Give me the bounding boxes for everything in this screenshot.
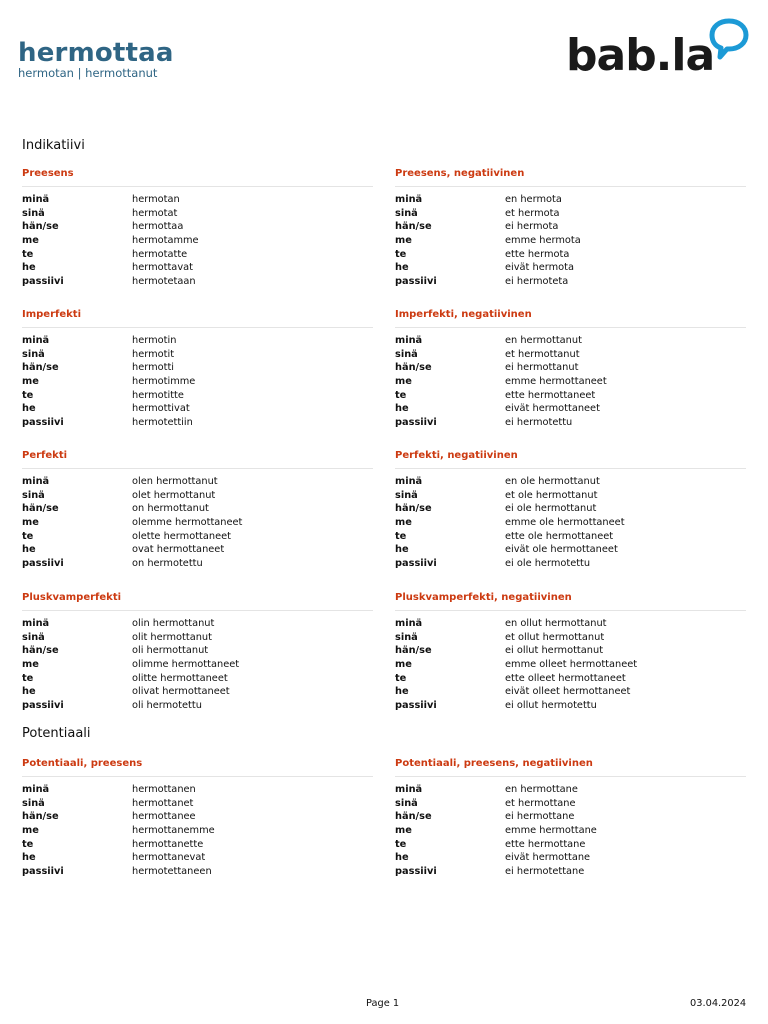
conjugation-row — [395, 851, 746, 865]
person-label: passiivi — [22, 700, 64, 712]
verb-form: en ole hermottanut — [505, 476, 600, 487]
person-label: passiivi — [395, 417, 437, 429]
section-heading: Potentiaali — [22, 726, 91, 741]
conjugation-row — [22, 248, 373, 262]
verb-form: hermottanen — [132, 784, 196, 795]
verb-form: eivät olleet hermottaneet — [505, 686, 631, 698]
conjugation-row — [395, 207, 746, 221]
person-label: me — [22, 659, 39, 671]
person-label: me — [22, 235, 39, 247]
conjugation-row — [395, 543, 746, 557]
person-label: passiivi — [22, 276, 64, 288]
person-label: hän/se — [395, 221, 432, 233]
verb-form: ei hermottanut — [505, 362, 579, 374]
conjugation-row — [22, 220, 373, 234]
tense-block — [22, 756, 373, 879]
conjugation-row — [395, 644, 746, 658]
person-label: he — [22, 852, 36, 864]
person-label: hän/se — [22, 645, 59, 657]
person-label: te — [22, 389, 34, 401]
person-label: hän/se — [22, 503, 59, 515]
verb-form: en hermottane — [505, 784, 578, 795]
person-label: he — [395, 403, 409, 415]
tense-title: Imperfekti — [22, 309, 82, 320]
verb-form: emme hermottane — [505, 825, 597, 837]
tense-title: Pluskvamperfekti — [22, 592, 122, 603]
conjugation-row — [395, 220, 746, 234]
divider — [22, 186, 373, 187]
verb-form: ovat hermottaneet — [132, 544, 225, 556]
verb-form: hermottanette — [132, 838, 204, 850]
person-label: me — [22, 376, 39, 388]
divider — [22, 468, 373, 469]
verb-form: ette hermottaneet — [505, 389, 596, 401]
divider — [395, 776, 746, 777]
divider — [395, 610, 746, 611]
verb-form: ei hermota — [505, 221, 559, 233]
tense-title: Perfekti — [22, 450, 68, 461]
conjugation-row — [22, 617, 373, 631]
verb-form: hermotit — [132, 348, 175, 360]
conjugation-row — [22, 530, 373, 544]
conjugation-row — [22, 699, 373, 713]
person-label: passiivi — [22, 866, 64, 878]
person-label: hän/se — [22, 221, 59, 233]
conjugation-row — [22, 783, 373, 797]
verb-form: hermottanevat — [132, 852, 206, 864]
person-label: minä — [395, 476, 423, 487]
person-label: passiivi — [395, 700, 437, 712]
person-label: passiivi — [22, 558, 64, 570]
conjugation-row — [395, 334, 746, 348]
conjugation-row — [395, 361, 746, 375]
verb-form: olin hermottanut — [132, 618, 215, 629]
person-label: sinä — [22, 489, 45, 501]
verb-form: hermotimme — [132, 376, 196, 388]
verb-form: hermottanee — [132, 811, 196, 823]
person-label: sinä — [395, 631, 418, 643]
conjugation-row — [22, 207, 373, 221]
conjugation-row — [22, 416, 373, 430]
conjugation-row — [395, 658, 746, 672]
verb-form: olet hermottanut — [132, 489, 216, 501]
verb-form: eivät hermottaneet — [505, 403, 600, 415]
conjugation-row — [395, 389, 746, 403]
conjugation-row — [22, 851, 373, 865]
conjugation-row — [22, 797, 373, 811]
verb-form: olen hermottanut — [132, 476, 218, 487]
tense-title: Potentiaali, preesens — [22, 758, 143, 769]
conjugation-row — [22, 234, 373, 248]
verb-form: olemme hermottaneet — [132, 517, 243, 529]
conjugation-row — [22, 644, 373, 658]
person-label: he — [22, 262, 36, 274]
person-label: minä — [395, 335, 423, 346]
conjugation-row — [22, 838, 373, 852]
person-label: te — [395, 389, 407, 401]
person-label: te — [395, 838, 407, 850]
verb-form: eivät hermottane — [505, 852, 591, 864]
tense-title: Pluskvamperfekti, negatiivinen — [395, 592, 572, 603]
person-label: hän/se — [22, 362, 59, 374]
verb-form: ei ollut hermottanut — [505, 645, 604, 657]
conjugation-row — [395, 810, 746, 824]
conjugation-row — [395, 617, 746, 631]
verb-form: en hermota — [505, 194, 562, 205]
conjugation-row — [22, 375, 373, 389]
conjugation-row — [22, 631, 373, 645]
verb-form: hermotamme — [132, 235, 199, 247]
conjugation-row — [395, 402, 746, 416]
divider — [22, 327, 373, 328]
verb-title: hermottaa — [18, 38, 174, 68]
conjugation-row — [22, 516, 373, 530]
tense-title: Perfekti, negatiivinen — [395, 450, 518, 461]
conjugation-row — [395, 685, 746, 699]
verb-form: olimme hermottaneet — [132, 659, 240, 671]
conjugation-row — [395, 416, 746, 430]
person-label: me — [395, 376, 412, 388]
person-label: hän/se — [22, 811, 59, 823]
person-label: hän/se — [395, 645, 432, 657]
conjugation-row — [22, 865, 373, 879]
verb-form: eivät ole hermottaneet — [505, 544, 618, 556]
tense-block — [395, 590, 746, 713]
conjugation-row — [22, 672, 373, 686]
tense-block — [395, 756, 746, 879]
conjugation-row — [22, 543, 373, 557]
conjugation-row — [395, 375, 746, 389]
conjugation-row — [22, 334, 373, 348]
person-label: sinä — [395, 489, 418, 501]
person-label: sinä — [395, 207, 418, 219]
person-label: he — [395, 544, 409, 556]
conjugation-row — [22, 658, 373, 672]
person-label: passiivi — [395, 866, 437, 878]
tense-block — [22, 590, 373, 713]
page-number: Page 1 — [366, 998, 400, 1009]
person-label: he — [22, 403, 36, 415]
verb-form: et hermota — [505, 207, 560, 219]
tense-block — [395, 166, 746, 289]
verb-form: hermottanemme — [132, 825, 215, 837]
conjugation-row — [22, 824, 373, 838]
verb-form: et ole hermottanut — [505, 489, 598, 501]
person-label: te — [22, 672, 34, 684]
person-label: passiivi — [22, 417, 64, 429]
verb-form: oli hermotettu — [132, 700, 202, 712]
conjugation-row — [22, 193, 373, 207]
person-label: minä — [22, 618, 50, 629]
divider — [22, 610, 373, 611]
verb-form: ei hermotettane — [505, 866, 585, 878]
person-label: he — [395, 262, 409, 274]
verb-form: hermotin — [132, 335, 177, 346]
divider — [395, 186, 746, 187]
verb-form: et hermottanut — [505, 348, 580, 360]
conjugation-row — [395, 193, 746, 207]
verb-form: ei ollut hermotettu — [505, 700, 597, 712]
verb-form: en ollut hermottanut — [505, 618, 607, 629]
person-label: sinä — [22, 797, 45, 809]
verb-form: hermotitte — [132, 389, 184, 401]
verb-form: et ollut hermottanut — [505, 631, 605, 643]
verb-form: ei hermottane — [505, 811, 575, 823]
verb-form: ette olleet hermottaneet — [505, 672, 626, 684]
verb-principal-forms: hermotan | hermottanut — [18, 66, 158, 80]
tense-block — [22, 307, 373, 430]
conjugation-row — [22, 402, 373, 416]
verb-form: olitte hermottaneet — [132, 672, 228, 684]
verb-form: hermottanet — [132, 797, 194, 809]
conjugation-row — [22, 361, 373, 375]
person-label: me — [395, 235, 412, 247]
conjugation-row — [395, 530, 746, 544]
person-label: passiivi — [395, 276, 437, 288]
person-label: minä — [22, 335, 50, 346]
conjugation-row — [22, 810, 373, 824]
conjugation-row — [395, 865, 746, 879]
conjugation-row — [22, 389, 373, 403]
verb-form: olette hermottaneet — [132, 530, 231, 542]
verb-form: ei ole hermotettu — [505, 558, 591, 570]
verb-form: hermottavat — [132, 262, 193, 274]
conjugation-row — [395, 348, 746, 362]
print-date: 03.04.2024 — [690, 998, 747, 1009]
person-label: sinä — [22, 207, 45, 219]
conjugation-row — [22, 557, 373, 571]
verb-form: emme olleet hermottaneet — [505, 659, 638, 671]
person-label: te — [22, 248, 34, 260]
person-label: me — [22, 825, 39, 837]
person-label: me — [22, 517, 39, 529]
person-label: hän/se — [395, 811, 432, 823]
conjugation-row — [395, 672, 746, 686]
person-label: te — [22, 530, 34, 542]
section-heading: Indikatiivi — [22, 138, 85, 153]
conjugation-row — [22, 348, 373, 362]
person-label: te — [395, 672, 407, 684]
person-label: he — [22, 544, 36, 556]
person-label: sinä — [395, 348, 418, 360]
conjugation-row — [395, 783, 746, 797]
conjugation-row — [22, 502, 373, 516]
person-label: he — [395, 852, 409, 864]
verb-form: ette ole hermottaneet — [505, 530, 614, 542]
conjugation-row — [395, 248, 746, 262]
verb-form: oli hermottanut — [132, 645, 209, 657]
person-label: minä — [22, 476, 50, 487]
conjugation-row — [22, 475, 373, 489]
verb-form: hermotan — [132, 194, 180, 205]
conjugation-row — [395, 489, 746, 503]
person-label: he — [395, 686, 409, 698]
conjugation-row — [395, 824, 746, 838]
conjugation-row — [395, 502, 746, 516]
person-label: minä — [22, 194, 50, 205]
verb-form: en hermottanut — [505, 335, 582, 346]
person-label: he — [22, 686, 36, 698]
verb-form: emme ole hermottaneet — [505, 517, 625, 529]
person-label: sinä — [22, 631, 45, 643]
verb-form: hermotatte — [132, 248, 188, 260]
verb-form: on hermotettu — [132, 558, 203, 570]
conjugation-row — [395, 234, 746, 248]
verb-form: ei ole hermottanut — [505, 503, 597, 515]
conjugation-row — [395, 631, 746, 645]
person-label: sinä — [395, 797, 418, 809]
verb-form: emme hermota — [505, 235, 581, 247]
conjugation-row — [395, 699, 746, 713]
person-label: minä — [395, 194, 423, 205]
person-label: me — [395, 517, 412, 529]
verb-form: hermotettaneen — [132, 866, 212, 878]
verb-form: olit hermottanut — [132, 631, 212, 643]
verb-form: ei hermotettu — [505, 417, 573, 429]
conjugation-row — [22, 489, 373, 503]
divider — [395, 468, 746, 469]
person-label: passiivi — [395, 558, 437, 570]
verb-form: ei hermoteta — [505, 276, 569, 288]
verb-form: ette hermota — [505, 248, 570, 260]
conjugation-row — [395, 275, 746, 289]
verb-form: olivat hermottaneet — [132, 686, 230, 698]
verb-form: hermotat — [132, 207, 178, 219]
tense-title: Preesens, negatiivinen — [395, 168, 525, 179]
tense-block — [22, 166, 373, 289]
verb-form: emme hermottaneet — [505, 376, 607, 388]
person-label: minä — [395, 784, 423, 795]
person-label: me — [395, 825, 412, 837]
verb-form: ette hermottane — [505, 838, 586, 850]
conjugation-row — [395, 557, 746, 571]
verb-form: hermottivat — [132, 403, 190, 415]
conjugation-row — [395, 261, 746, 275]
divider — [22, 776, 373, 777]
speech-bubble-icon — [706, 16, 752, 62]
verb-form: hermotettiin — [132, 417, 193, 429]
divider — [395, 327, 746, 328]
conjugation-row — [22, 685, 373, 699]
conjugation-row — [22, 261, 373, 275]
person-label: hän/se — [395, 503, 432, 515]
conjugation-row — [395, 516, 746, 530]
verb-form: hermottaa — [132, 221, 184, 233]
logo-text: bab.la — [566, 30, 715, 81]
conjugation-row — [395, 797, 746, 811]
conjugation-row — [22, 275, 373, 289]
tense-title: Imperfekti, negatiivinen — [395, 309, 532, 320]
person-label: hän/se — [395, 362, 432, 374]
bab-la-logo — [566, 16, 756, 82]
verb-form: on hermottanut — [132, 503, 209, 515]
tense-block — [395, 307, 746, 430]
verb-form: hermotetaan — [132, 276, 196, 288]
person-label: te — [22, 838, 34, 850]
person-label: minä — [22, 784, 50, 795]
verb-form: hermotti — [132, 362, 175, 374]
verb-form: eivät hermota — [505, 262, 574, 274]
person-label: minä — [395, 618, 423, 629]
tense-block — [395, 448, 746, 571]
person-label: sinä — [22, 348, 45, 360]
tense-title: Potentiaali, preesens, negatiivinen — [395, 758, 593, 769]
verb-form: et hermottane — [505, 797, 576, 809]
person-label: te — [395, 530, 407, 542]
tense-block — [22, 448, 373, 571]
conjugation-row — [395, 838, 746, 852]
person-label: te — [395, 248, 407, 260]
tense-title: Preesens — [22, 168, 74, 179]
conjugation-row — [395, 475, 746, 489]
person-label: me — [395, 659, 412, 671]
